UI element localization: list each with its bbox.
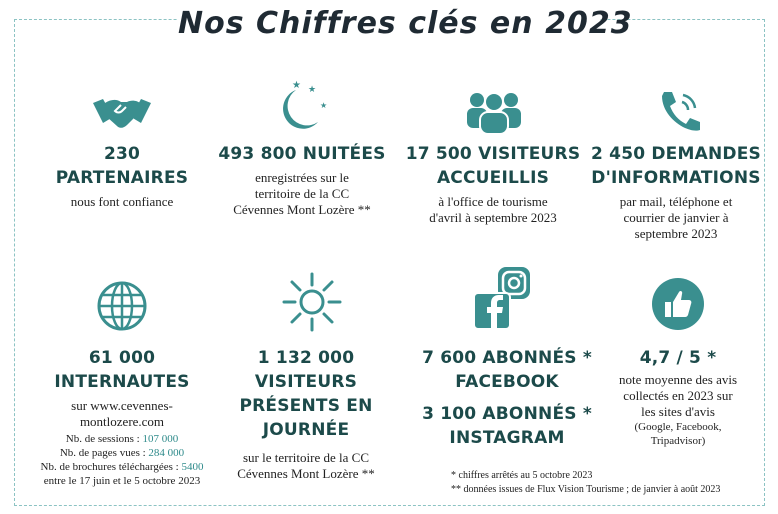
moon-stars-icon — [274, 78, 330, 134]
sources-line: Tripadvisor) — [650, 435, 706, 447]
page-title: Nos Chiffres clés en 2023 — [178, 6, 633, 41]
brochures-value: 5400 — [181, 461, 204, 473]
stat-description-line: montlozere.com — [79, 414, 165, 429]
pages-line: Nb. de pages vues : 284 000 — [59, 447, 185, 459]
footnote: ** données issues de Flux Vision Tourisme ; de janvier à août 2023 — [451, 484, 721, 495]
stat-description-line: Cévennes Mont Lozère ** — [237, 466, 375, 481]
stat-label: NUITÉES — [302, 144, 386, 164]
stat-label: VISITEURS — [254, 372, 358, 392]
stat-partenaires — [22, 142, 222, 210]
stat-description-line: à l'office de tourisme — [438, 194, 548, 209]
stat-number: 4,7 / 5 * — [639, 348, 717, 368]
stat-label-line2: D'INFORMATIONS — [591, 168, 761, 188]
stat-number: 61 000 — [88, 348, 156, 368]
handshake-icon — [91, 93, 153, 133]
stat-label: PARTENAIRES — [55, 168, 189, 188]
stat-label-line2: ACCUEILLIS — [436, 168, 550, 188]
sun-icon — [282, 272, 342, 332]
stat-label: DEMANDES — [651, 144, 761, 164]
phone-icon — [658, 88, 700, 134]
stat-description-line: par mail, téléphone et — [619, 194, 733, 209]
stat-note-moyenne — [578, 346, 778, 448]
people-icon — [465, 88, 523, 134]
stat-number: 17 500 — [405, 144, 472, 164]
stat-label: INTERNAUTES — [54, 372, 190, 392]
stat-description-line: septembre 2023 — [634, 226, 718, 241]
facebook-label: ABONNÉS * — [482, 348, 592, 368]
stat-internautes — [22, 346, 222, 488]
instagram-label: ABONNÉS * — [482, 404, 592, 424]
brochures-line: Nb. de brochures téléchargées : 5400 — [40, 461, 204, 473]
instagram-label-line2: INSTAGRAM — [449, 428, 565, 448]
stat-reseaux-sociaux — [407, 346, 607, 450]
stat-number: 2 450 — [591, 144, 646, 164]
pages-value: 284 000 — [148, 447, 185, 459]
svg-text:★: ★ — [308, 84, 317, 94]
footnotes — [451, 469, 720, 497]
instagram-number: 3 100 — [422, 404, 477, 424]
stat-description-line: courrier de janvier à — [623, 210, 729, 225]
svg-text:★: ★ — [292, 80, 301, 91]
stat-number: 1 132 000 — [257, 348, 355, 368]
period-line: entre le 17 juin et le 5 octobre 2023 — [43, 475, 201, 487]
sessions-line: Nb. de sessions : 107 000 — [65, 433, 179, 445]
stat-description-line: d'avril à septembre 2023 — [429, 210, 557, 225]
stat-label: VISITEURS — [478, 144, 581, 164]
stat-description-line: sur www.cevennes- — [71, 398, 173, 413]
stat-description-line: territoire de la CC — [254, 186, 350, 201]
stat-description-line: Cévennes Mont Lozère ** — [233, 202, 371, 217]
stat-description-line: les sites d'avis — [641, 404, 715, 419]
social-icon — [472, 265, 534, 329]
thumbs-up-icon — [652, 278, 704, 330]
stat-visiteurs-accueillis — [393, 142, 593, 226]
stat-label-line2: PRÉSENTS EN JOURNÉE — [239, 396, 373, 440]
stat-description-line: collectés en 2023 sur — [623, 388, 733, 403]
stat-description-line: note moyenne des avis — [618, 372, 738, 387]
sessions-value: 107 000 — [142, 433, 179, 445]
stat-nuitees — [202, 142, 402, 218]
footnote: * chiffres arrêtés au 5 octobre 2023 — [451, 470, 593, 481]
svg-text:★: ★ — [320, 101, 328, 110]
globe-icon — [96, 280, 148, 332]
stat-description-line: sur le territoire de la CC — [243, 450, 369, 465]
facebook-number: 7 600 — [422, 348, 477, 368]
stat-demandes-informations — [576, 142, 776, 242]
stat-description-line: enregistrées sur le — [255, 170, 349, 185]
facebook-label-line2: FACEBOOK — [455, 372, 559, 392]
sources-line: (Google, Facebook, — [634, 421, 722, 433]
stat-description: nous font confiance — [70, 194, 174, 209]
stat-number: 230 — [103, 144, 141, 164]
stat-number: 493 800 — [218, 144, 297, 164]
stat-visiteurs-journee — [206, 346, 406, 482]
